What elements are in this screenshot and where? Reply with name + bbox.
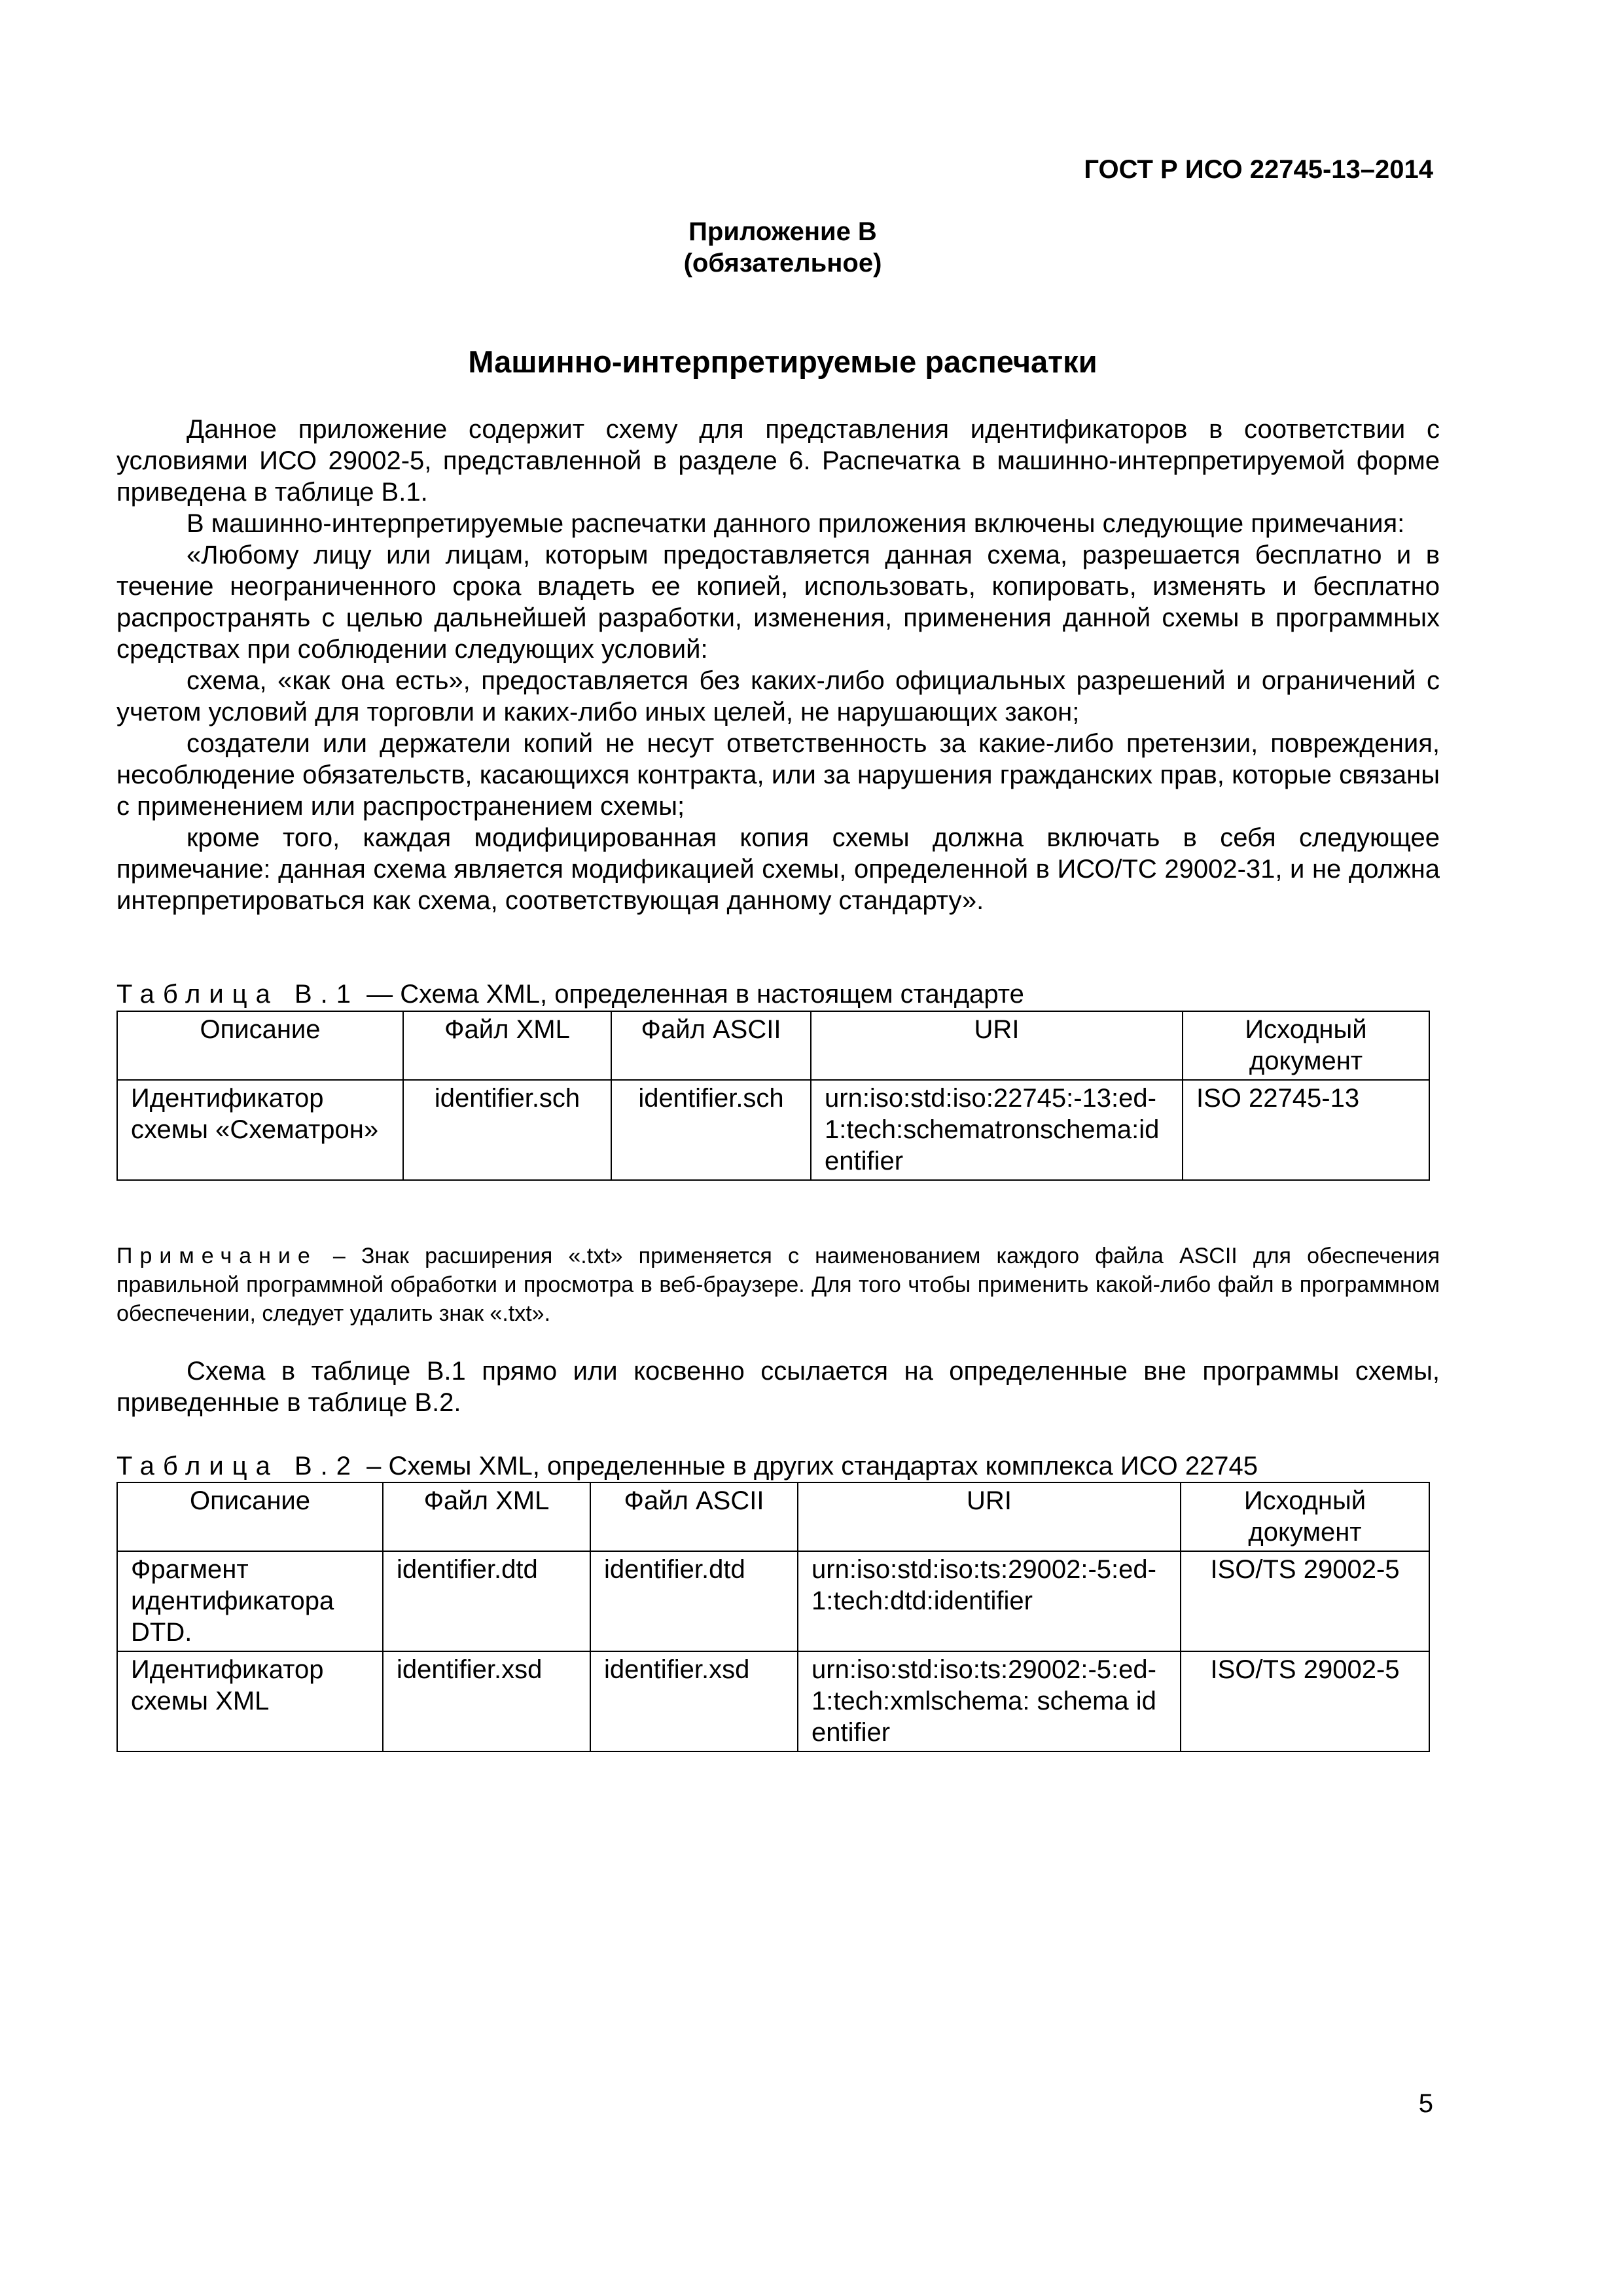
column-header: Описание — [117, 1011, 403, 1080]
appendix-heading — [0, 216, 1565, 279]
table-header-row — [117, 1482, 1429, 1551]
paragraph: создатели или держатели копий не несут ответственность за какие-либо претензии, повреждения, несоблюдение обязательств, касающихся контракта, или за нарушения гражданских прав, которые связаны с применением или распространением схемы; — [116, 729, 1440, 821]
table-row — [117, 1651, 1429, 1751]
reference-text — [116, 1355, 1440, 1418]
table2-caption — [116, 1450, 1258, 1482]
table-row — [117, 1551, 1429, 1651]
column-header: Исходный документ — [1181, 1482, 1429, 1551]
table1-caption — [116, 978, 1024, 1010]
page-title: Машинно-интерпретируемые распечатки — [468, 344, 1097, 379]
column-header: Файл XML — [403, 1011, 611, 1080]
appendix-status: (обязательное) — [683, 249, 882, 278]
table1-caption-label: Таблица В.1 — [116, 980, 359, 1009]
column-header: Файл ASCII — [611, 1011, 811, 1080]
column-header: URI — [811, 1011, 1183, 1080]
paragraph: В машинно-интерпретируемые распечатки данного приложения включены следующие примечания: — [187, 509, 1405, 538]
table-header-row — [117, 1011, 1429, 1080]
paragraph: Схема в таблице В.1 прямо или косвенно ссылается на определенные вне программы схемы, приведенные в таблице В.2. — [116, 1357, 1440, 1417]
appendix-label: Приложение В — [688, 217, 877, 246]
note-label: Примечание — [116, 1244, 317, 1268]
table1 — [116, 1011, 1430, 1181]
column-header: Файл ASCII — [590, 1482, 798, 1551]
page-number: 5 — [1418, 2089, 1433, 2118]
column-header: URI — [798, 1482, 1181, 1551]
table-cell: identifier.xsd — [383, 1651, 590, 1751]
table-cell: identifier.sch — [611, 1080, 811, 1180]
table-row — [117, 1080, 1429, 1180]
table2-caption-text: – Схемы XML, определенные в других стандартах комплекса ИСО 22745 — [359, 1452, 1258, 1480]
table-cell: Фрагмент идентификатора DTD. — [117, 1551, 383, 1651]
paragraph: схема, «как она есть», предоставляется без каких-либо официальных разрешений и ограничений с учетом условий для торговли и каких-либо иных целей, не нарушающих закон; — [116, 666, 1440, 726]
table-cell: identifier.dtd — [383, 1551, 590, 1651]
paragraph: кроме того, каждая модифицированная копия схемы должна включать в себя следующее примечание: данная схема является модификацией схемы, определенной в ИСО/ТС 29002-31, и не должна интерпретироваться как схема, соответствующая данному стандарту». — [116, 823, 1440, 915]
paragraph: Данное приложение содержит схему для представления идентификаторов в соответствии с условиями ИСО 29002-5, представленной в разделе 6. Распечатка в машинно-интерпретируемой форме приведена в таблице В.1. — [116, 415, 1440, 507]
intro-text — [116, 414, 1440, 916]
table-cell: Идентификатор схемы «Схематрон» — [117, 1080, 403, 1180]
document-identifier: ГОСТ Р ИСО 22745-13–2014 — [1084, 155, 1433, 184]
table1-caption-text: — Схема XML, определенная в настоящем стандарте — [359, 980, 1024, 1009]
table-cell: urn:iso:std:iso:ts:29002:-5:ed-1:tech:dtd:identifier — [798, 1551, 1181, 1651]
table2 — [116, 1482, 1430, 1752]
table-cell: ISO 22745-13 — [1183, 1080, 1429, 1180]
note-text: – Знак расширения «.txt» применяется с наименованием каждого файла ASCII для обеспечения правильной программной обработки и просмотра в веб-браузере. Для того чтобы применить какой-либо файл в программном обеспечении, следует удалить знак «.txt». — [116, 1244, 1440, 1326]
table-cell: ISO/TS 29002-5 — [1181, 1551, 1429, 1651]
table2-caption-label: Таблица В.2 — [116, 1452, 359, 1480]
table-cell: Идентификатор схемы XML — [117, 1651, 383, 1751]
table-cell: urn:iso:std:iso:ts:29002:-5:ed-1:tech:xmlschema: schema identifier — [798, 1651, 1181, 1751]
column-header: Файл XML — [383, 1482, 590, 1551]
paragraph: «Любому лицу или лицам, которым предоставляется данная схема, разрешается бесплатно и в течение неограниченного срока владеть ее копией, использовать, копировать, изменять и бесплатно распространять с целью дальнейшей разработки, изменения, применения данной схемы в программных средствах при соблюдении следующих условий: — [116, 541, 1440, 664]
table-cell: identifier.sch — [403, 1080, 611, 1180]
table-cell: identifier.dtd — [590, 1551, 798, 1651]
table-cell: urn:iso:std:iso:22745:-13:ed-1:tech:schematronschema:identifier — [811, 1080, 1183, 1180]
table-cell: identifier.xsd — [590, 1651, 798, 1751]
column-header: Исходный документ — [1183, 1011, 1429, 1080]
column-header: Описание — [117, 1482, 383, 1551]
table1-note — [116, 1242, 1440, 1328]
table-cell: ISO/TS 29002-5 — [1181, 1651, 1429, 1751]
